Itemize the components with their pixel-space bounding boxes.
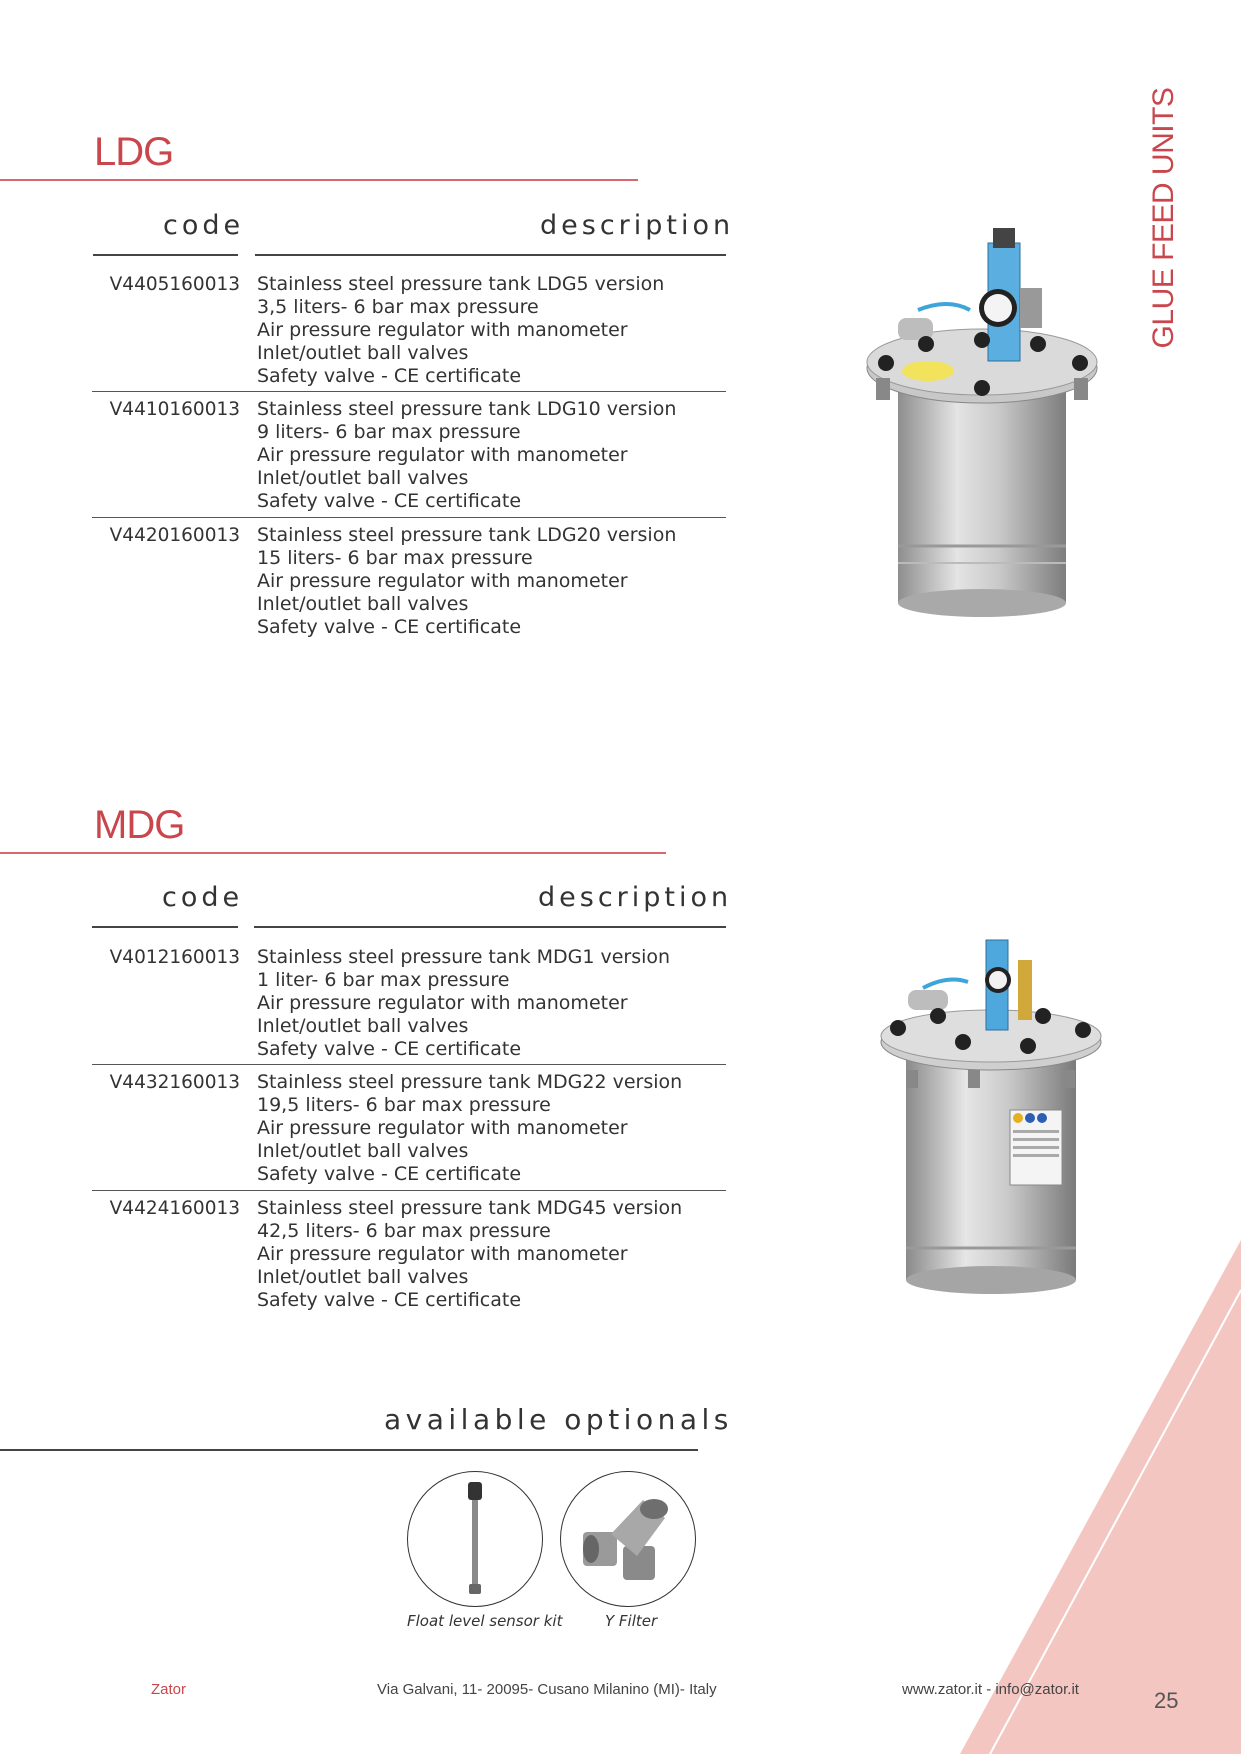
description-line: 42,5 liters- 6 bar max pressure	[257, 1220, 551, 1242]
optional-caption: Y Filter	[605, 1612, 658, 1630]
description-line: Inlet/outlet ball valves	[257, 342, 469, 364]
description-line: Safety valve - CE certificate	[257, 1289, 522, 1311]
description-line: Air pressure regulator with manometer	[257, 570, 628, 592]
description-line: Safety valve - CE certificate	[257, 616, 522, 638]
description-line: 19,5 liters- 6 bar max pressure	[257, 1094, 551, 1116]
mdg-pressure-tank-image	[868, 930, 1113, 1310]
description-line: 3,5 liters- 6 bar max pressure	[257, 296, 539, 318]
optional-caption: Float level sensor kit	[407, 1612, 563, 1630]
optional-y-filter	[560, 1471, 696, 1607]
row-divider	[92, 1064, 726, 1065]
description-line: 15 liters- 6 bar max pressure	[257, 547, 533, 569]
product-code: V4410160013	[109, 399, 240, 420]
footer-address: Via Galvani, 11- 20095- Cusano Milanino (MI)- Italy	[377, 1681, 717, 1698]
product-description	[257, 524, 676, 639]
description-line: Air pressure regulator with manometer	[257, 992, 628, 1014]
row-divider	[92, 391, 726, 392]
product-description	[257, 273, 664, 388]
column-header-code: code	[163, 210, 245, 241]
product-code: V4012160013	[109, 947, 240, 968]
optionals-rule	[0, 1449, 698, 1451]
footer-contact[interactable]: www.zator.it - info@zator.it	[902, 1681, 1079, 1698]
section-rule	[0, 852, 666, 854]
row-divider	[92, 1190, 726, 1191]
column-header-description: description	[540, 210, 735, 241]
description-line: Inlet/outlet ball valves	[257, 1140, 469, 1162]
column-header-description: description	[538, 882, 733, 913]
product-code: V4420160013	[109, 525, 240, 546]
description-line: Stainless steel pressure tank MDG45 version	[257, 1197, 683, 1219]
description-line: Stainless steel pressure tank LDG5 version	[257, 273, 665, 295]
section-rule	[0, 179, 638, 181]
y-filter-icon	[561, 1472, 695, 1606]
header-rule-code	[92, 926, 238, 928]
description-line: Stainless steel pressure tank MDG1 version	[257, 946, 671, 968]
section-title-ldg: LDG	[94, 130, 174, 174]
ldg-pressure-tank-image	[858, 228, 1108, 628]
product-description	[257, 398, 676, 513]
header-rule-description	[254, 926, 726, 928]
description-line: Stainless steel pressure tank LDG20 version	[257, 524, 677, 546]
product-code: V4432160013	[109, 1072, 240, 1093]
description-line: Air pressure regulator with manometer	[257, 319, 628, 341]
description-line: Safety valve - CE certificate	[257, 1163, 522, 1185]
description-line: Inlet/outlet ball valves	[257, 1266, 469, 1288]
description-line: Air pressure regulator with manometer	[257, 1117, 628, 1139]
description-line: Safety valve - CE certificate	[257, 365, 522, 387]
section-title-mdg: MDG	[94, 803, 185, 847]
description-line: Air pressure regulator with manometer	[257, 444, 628, 466]
description-line: Inlet/outlet ball valves	[257, 593, 469, 615]
description-line: Stainless steel pressure tank LDG10 version	[257, 398, 677, 420]
column-header-code: code	[162, 882, 244, 913]
row-divider	[92, 517, 726, 518]
footer-company: Zator	[151, 1681, 187, 1698]
product-code: V4424160013	[109, 1198, 240, 1219]
page-number: 25	[1154, 1688, 1179, 1713]
description-line: 9 liters- 6 bar max pressure	[257, 421, 521, 443]
description-line: Safety valve - CE certificate	[257, 1038, 522, 1060]
product-description	[257, 1197, 682, 1312]
optional-float-sensor	[407, 1471, 543, 1607]
description-line: 1 liter- 6 bar max pressure	[257, 969, 510, 991]
description-line: Air pressure regulator with manometer	[257, 1243, 628, 1265]
header-rule-description	[255, 254, 726, 256]
header-rule-code	[93, 254, 238, 256]
product-code: V4405160013	[109, 274, 240, 295]
float-sensor-icon	[408, 1472, 542, 1606]
description-line: Stainless steel pressure tank MDG22 version	[257, 1071, 683, 1093]
optionals-title: available optionals	[384, 1403, 733, 1436]
category-side-title: GLUE FEED UNITS	[1147, 87, 1180, 348]
description-line: Inlet/outlet ball valves	[257, 467, 469, 489]
product-description	[257, 1071, 682, 1186]
product-description	[257, 946, 670, 1061]
description-line: Inlet/outlet ball valves	[257, 1015, 469, 1037]
description-line: Safety valve - CE certificate	[257, 490, 522, 512]
